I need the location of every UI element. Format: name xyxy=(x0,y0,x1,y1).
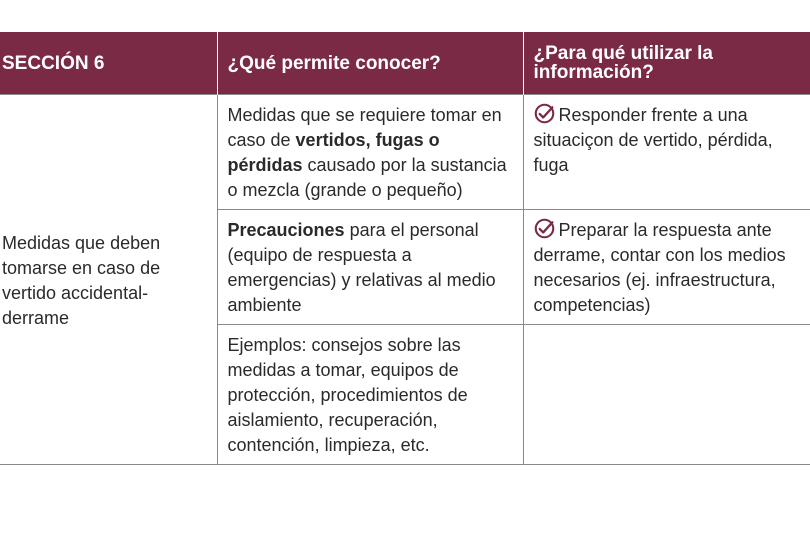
what-cell-2 xyxy=(217,210,523,325)
what-1-bold: vertidos, fugas o pérdidas xyxy=(227,130,440,175)
table-header-row xyxy=(0,32,810,95)
check-circle-icon xyxy=(534,103,555,124)
section-6-table xyxy=(0,32,810,465)
info-table xyxy=(0,32,810,465)
what-3-text: Ejemplos: consejos sobre las medidas a tomar, equipos de protección, procedimientos de aislamiento, recuperación, contención, limpieza, etc. xyxy=(227,335,468,455)
use-cell-3 xyxy=(523,325,810,465)
what-1-text-a: Medidas que se requiere tomar en caso de xyxy=(227,105,502,150)
what-2-bold: Precauciones xyxy=(227,220,345,240)
use-1-text: Responder frente a una situaciçon de vertido, pérdida, fuga xyxy=(533,105,773,175)
header-what: ¿Qué permite conocer? xyxy=(217,32,523,95)
section-description-cell xyxy=(0,95,217,465)
header-section: SECCIÓN 6 xyxy=(0,32,217,95)
what-2-text: para el personal (equipo de respuesta a emergencias) y relativas al medio ambiente xyxy=(227,220,496,315)
use-cell-1 xyxy=(523,95,810,210)
use-cell-2 xyxy=(523,210,810,325)
section-description: Medidas que deben tomarse en caso de vertido accidental-derrame xyxy=(2,232,161,328)
check-circle-icon xyxy=(534,218,555,239)
table-row xyxy=(0,95,810,210)
what-1-text-b: causado por la sustancia o mezcla (grande o pequeño) xyxy=(227,155,507,200)
what-cell-3 xyxy=(217,325,523,465)
use-2-text: Preparar la respuesta ante derrame, contar con los medios necesarios (ej. infraestructura, competencias) xyxy=(533,220,786,315)
header-use: ¿Para qué utilizar la información? xyxy=(523,32,810,95)
what-cell-1 xyxy=(217,95,523,210)
